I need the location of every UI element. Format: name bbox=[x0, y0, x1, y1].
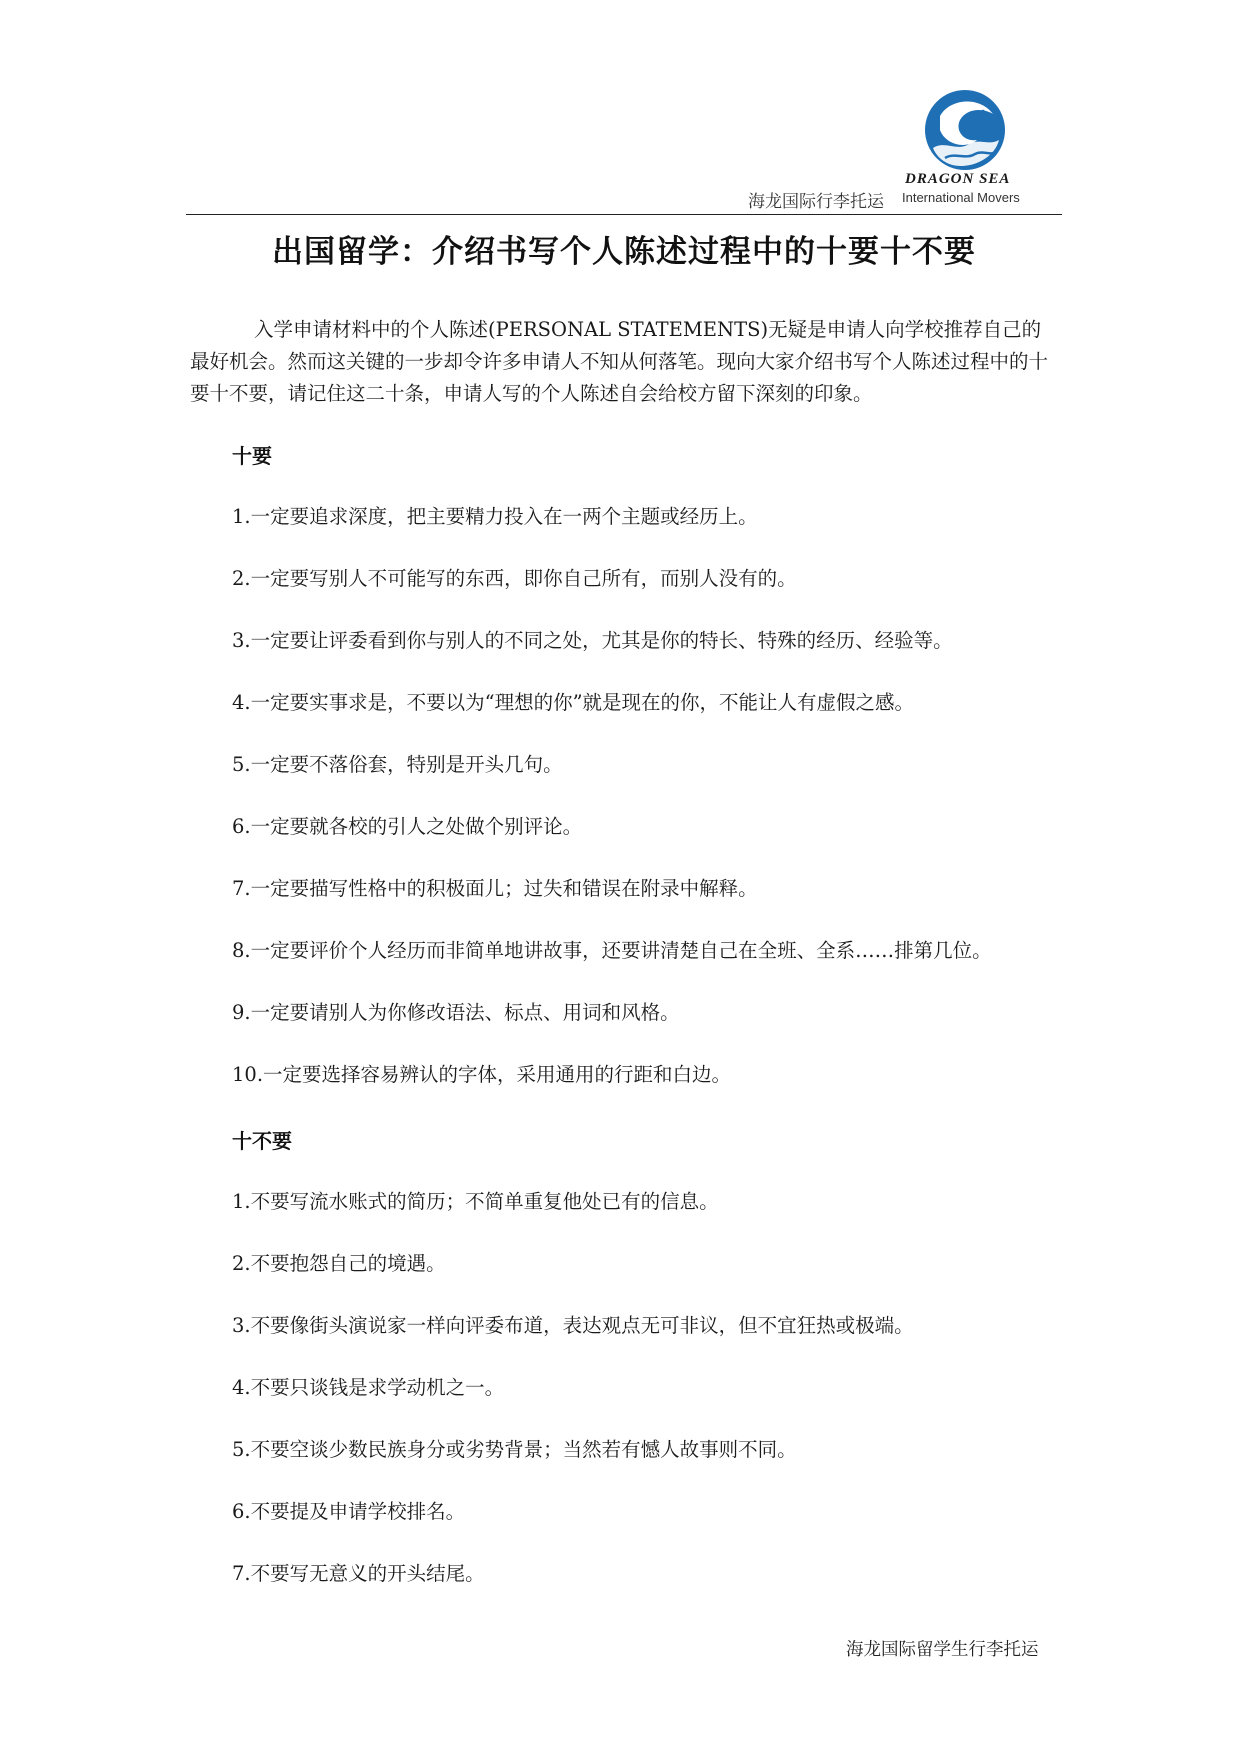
donts-heading: 十不要 bbox=[232, 1129, 292, 1153]
donts-item: 6.不要提及申请学校排名。 bbox=[232, 1500, 466, 1523]
dos-list bbox=[232, 503, 1062, 1123]
donts-item: 4.不要只谈钱是求学动机之一。 bbox=[232, 1376, 505, 1399]
header-divider bbox=[186, 214, 1062, 215]
page-title: 出国留学：介绍书写个人陈述过程中的十要十不要 bbox=[272, 234, 976, 270]
header-company-english: International Movers bbox=[902, 190, 1020, 205]
dos-item: 8.一定要评价个人经历而非简单地讲故事，还要讲清楚自己在全班、全系……排第几位。 bbox=[232, 939, 992, 962]
dos-item: 10.一定要选择容易辨认的字体，采用通用的行距和白边。 bbox=[232, 1063, 732, 1086]
page-footer: 海龙国际留学生行李托运 bbox=[846, 1640, 1039, 1660]
donts-item: 3.不要像街头演说家一样向评委布道，表达观点无可非议，但不宜狂热或极端。 bbox=[232, 1314, 914, 1337]
donts-list bbox=[232, 1188, 1062, 1622]
dos-item: 5.一定要不落俗套，特别是开头几句。 bbox=[232, 753, 563, 776]
logo-brand-text: DRAGON SEA bbox=[905, 171, 1011, 187]
dos-heading: 十要 bbox=[232, 444, 272, 468]
dos-item: 9.一定要请别人为你修改语法、标点、用词和风格。 bbox=[232, 1001, 680, 1024]
donts-item: 1.不要写流水账式的简历；不简单重复他处已有的信息。 bbox=[232, 1190, 719, 1213]
header-company-name: 海龙国际行李托运 bbox=[748, 192, 884, 212]
dos-item: 2.一定要写别人不可能写的东西，即你自己所有，而别人没有的。 bbox=[232, 567, 797, 590]
donts-item: 2.不要抱怨自己的境遇。 bbox=[232, 1252, 446, 1275]
donts-item: 7.不要写无意义的开头结尾。 bbox=[232, 1562, 485, 1585]
dos-item: 4.一定要实事求是，不要以为“理想的你”就是现在的你，不能让人有虚假之感。 bbox=[232, 691, 915, 714]
intro-paragraph: 入学申请材料中的个人陈述(PERSONAL STATEMENTS)无疑是申请人向学校推荐自己的最好机会。然而这关键的一步却令许多申请人不知从何落笔。现向大家介绍书写个人陈述过程中的十要十不要，请记住这二十条，申请人写的个人陈述自会给校方留下深刻的印象。 bbox=[190, 318, 1049, 405]
dos-item: 6.一定要就各校的引人之处做个别评论。 bbox=[232, 815, 583, 838]
dos-item: 1.一定要追求深度，把主要精力投入在一两个主题或经历上。 bbox=[232, 505, 758, 528]
dos-item: 7.一定要描写性格中的积极面儿；过失和错误在附录中解释。 bbox=[232, 877, 758, 900]
donts-item: 5.不要空谈少数民族身分或劣势背景；当然若有憾人故事则不同。 bbox=[232, 1438, 797, 1461]
dos-item: 3.一定要让评委看到你与别人的不同之处，尤其是你的特长、特殊的经历、经验等。 bbox=[232, 629, 953, 652]
